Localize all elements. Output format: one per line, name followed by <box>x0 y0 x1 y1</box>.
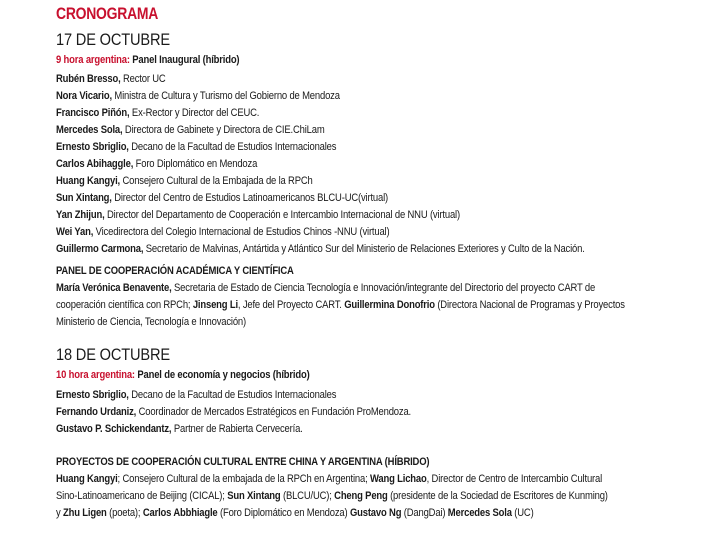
day2-date: 18 DE OCTUBRE <box>56 345 170 364</box>
speaker-name: Wei Yan, <box>56 226 94 238</box>
participant-name: María Verónica Benavente, <box>56 282 172 294</box>
speaker-role: Coordinador de Mercados Estratégicos en Fundación ProMendoza. <box>138 406 412 418</box>
speaker-line <box>56 209 460 222</box>
speaker-name: Carlos Abihaggle, <box>56 158 134 170</box>
speaker-name: Ernesto Sbriglio, <box>56 389 129 401</box>
speaker-line <box>56 423 303 436</box>
participant-role: (poeta); <box>109 507 141 519</box>
speaker-name: Rubén Bresso, <box>56 73 121 85</box>
participant-name: Wang Lichao <box>369 473 427 485</box>
speaker-line <box>56 158 257 171</box>
speaker-line <box>56 124 325 137</box>
participant-role: (Foro Diplomático en Mendoza) <box>219 507 348 519</box>
participant-role: , Jefe del Proyecto CART. <box>237 299 342 311</box>
day1-panel-heading <box>56 54 239 67</box>
participant-role: (DangDai) <box>403 507 446 519</box>
participant-role: (UC) <box>514 507 534 519</box>
section-text-line <box>56 507 534 520</box>
speaker-name: Yan Zhijun, <box>56 209 105 221</box>
speaker-line <box>56 175 313 188</box>
day2-section-heading: PROYECTOS DE COOPERACIÓN CULTURAL ENTRE CHINA Y ARGENTINA (HÍBRIDO) <box>56 456 430 468</box>
participant-role: (Directora Nacional de Programas y Proyectos <box>437 299 625 311</box>
participant-name: Mercedes Sola <box>447 507 512 519</box>
speaker-line <box>56 141 336 154</box>
participant-name: Cheng Peng <box>334 490 388 502</box>
participant-role: ; Consejero Cultural de la embajada de la RPCh en Argentina; <box>117 473 368 485</box>
speaker-role: Decano de la Facultad de Estudios Internacionales <box>131 141 337 153</box>
speaker-role: Director del Centro de Estudios Latinoamericanos BLCU-UC(virtual) <box>114 192 389 204</box>
speaker-role: Directora de Gabinete y Directora de CIE.ChiLam <box>124 124 325 136</box>
speaker-name: Francisco Piñón, <box>56 107 130 119</box>
speaker-name: Ernesto Sbriglio, <box>56 141 129 153</box>
participant-name: Carlos Abbhiagle <box>142 507 218 519</box>
speaker-role: Partner de Rabierta Cervecería. <box>173 423 303 435</box>
speaker-role: Vicedirectora del Colegio Internacional de Estudios Chinos -NNU (virtual) <box>95 226 390 238</box>
participant-role: y <box>56 507 61 519</box>
day2-panel-heading <box>56 369 310 382</box>
day1-section-heading: PANEL DE COOPERACIÓN ACADÉMICA Y CIENTÍFICA <box>56 265 294 277</box>
day2-panel: Panel de economía y negocios (híbrido) <box>137 369 310 381</box>
page-title: CRONOGRAMA <box>56 4 159 23</box>
speaker-line <box>56 107 259 120</box>
speaker-name: Nora Vicario, <box>56 90 112 102</box>
speaker-name: Guillermo Carmona, <box>56 243 144 255</box>
speaker-role: Director del Departamento de Cooperación e Intercambio Internacional de NNU (virtual) <box>107 209 460 221</box>
speaker-line <box>56 90 340 103</box>
speaker-name: Sun Xintang, <box>56 192 112 204</box>
participant-name: Sun Xintang <box>227 490 281 502</box>
participant-name: Jinseng Li <box>192 299 238 311</box>
day1-date: 17 DE OCTUBRE <box>56 30 170 49</box>
speaker-role: Ministra de Cultura y Turismo del Gobierno de Mendoza <box>114 90 340 102</box>
section-text-line <box>56 299 625 312</box>
speaker-line <box>56 243 585 256</box>
participant-name: Huang Kangyi <box>56 473 118 485</box>
speaker-line <box>56 226 389 239</box>
participant-role: Secretaria de Estado de Ciencia Tecnología e Innovación/integrante del Directorio del proyecto CART de <box>174 282 596 294</box>
speaker-line <box>56 406 411 419</box>
speaker-line <box>56 192 388 205</box>
section-text-line <box>56 282 595 295</box>
speaker-line <box>56 73 166 86</box>
participant-role: (BLCU/UC); <box>282 490 332 502</box>
speaker-role: Rector UC <box>122 73 166 85</box>
participant-role: Sino-Latinoamericano de Beijing (CICAL); <box>56 490 225 502</box>
speaker-name: Mercedes Sola, <box>56 124 123 136</box>
section-text-line <box>56 490 608 503</box>
speaker-role: Decano de la Facultad de Estudios Internacionales <box>131 389 337 401</box>
day2-time: 10 hora argentina: <box>56 369 135 381</box>
participant-name: Guillermina Donofrio <box>344 299 435 311</box>
section-text-line <box>56 316 246 329</box>
speaker-name: Fernando Urdaniz, <box>56 406 137 418</box>
speaker-role: Consejero Cultural de la Embajada de la RPCh <box>122 175 313 187</box>
participant-role: Ministerio de Ciencia, Tecnología e Innovación) <box>56 316 246 328</box>
speaker-role: Secretario de Malvinas, Antártida y Atlántico Sur del Ministerio de Relaciones Exteriores y Culto de la Nación. <box>145 243 585 255</box>
participant-name: Gustavo Ng <box>349 507 402 519</box>
speaker-name: Huang Kangyi, <box>56 175 120 187</box>
participant-role: , Director de Centro de Intercambio Cultural <box>426 473 603 485</box>
day1-time: 9 hora argentina: <box>56 54 130 66</box>
participant-role: cooperación científica con RPCh; <box>56 299 191 311</box>
speaker-role: Foro Diplomático en Mendoza <box>135 158 258 170</box>
participant-role: (presidente de la Sociedad de Escritores de Kunming) <box>390 490 608 502</box>
speaker-name: Gustavo P. Schickendantz, <box>56 423 172 435</box>
speaker-line <box>56 389 336 402</box>
day1-panel: Panel Inaugural (híbrido) <box>132 54 240 66</box>
speaker-role: Ex-Rector y Director del CEUC. <box>131 107 260 119</box>
participant-name: Zhu Ligen <box>63 507 107 519</box>
section-text-line <box>56 473 602 486</box>
